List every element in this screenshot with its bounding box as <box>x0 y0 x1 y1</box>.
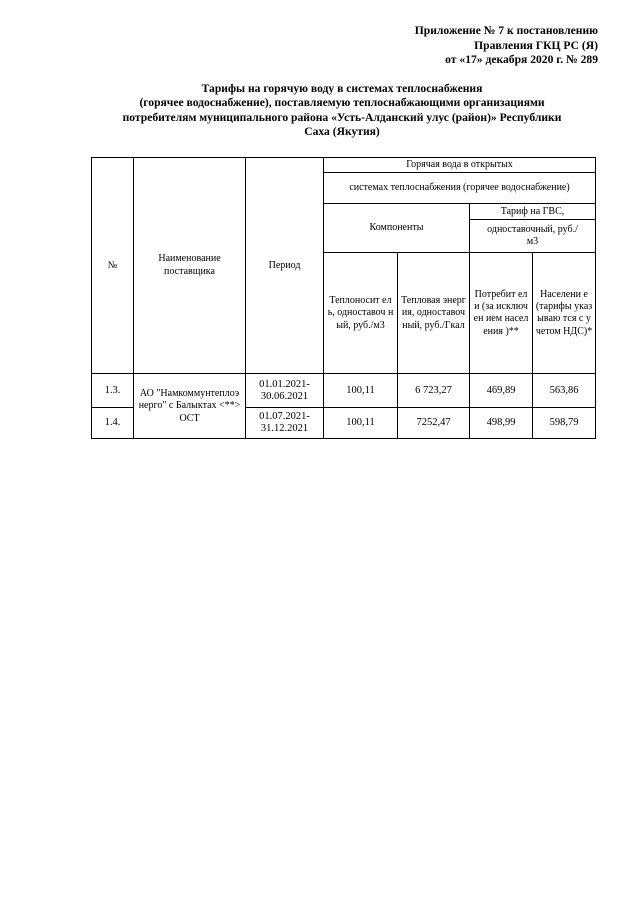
period-end: 31.12.2021 <box>260 423 309 435</box>
row-no: 1.4. <box>92 408 134 439</box>
table-row <box>92 374 596 408</box>
row-population: 563,86 <box>533 374 596 408</box>
period-start: 01.07.2021- <box>259 411 310 422</box>
title-line-3: потребителям муниципального района «Усть-Алданский улус (район)» Республики <box>122 110 562 124</box>
header-period: Период <box>246 158 324 374</box>
header-heat: Тепловая энергия, одноставоч ный, руб./Гкал <box>398 253 470 374</box>
header-coolant: Теплоносит ель, одноставоч ный, руб./м3 <box>324 253 398 374</box>
header-population: Населени е (тарифы указываю тся с учетом НДС)* <box>533 253 596 374</box>
supplier-name: АО "Намкоммунтеплоэ нерго" с Балыктах <**> ОСТ <box>134 374 246 439</box>
header-group-line1: Горячая вода в открытых <box>324 158 596 173</box>
period-start: 01.01.2021- <box>259 378 310 390</box>
header-tariff-title: Тариф на ГВС, <box>470 204 596 220</box>
header-group-line2: системах теплоснабжения (горячее водоснабжение) <box>324 173 596 204</box>
appendix-line-2: Правления ГКЦ РС (Я) <box>474 38 598 52</box>
row-consumers: 498,99 <box>470 408 533 439</box>
header-no: № <box>92 158 134 374</box>
row-heat: 7252,47 <box>398 408 470 439</box>
header-supplier: Наименование поставщика <box>134 158 246 374</box>
appendix-line-3: от «17» декабря 2020 г. № 289 <box>445 53 598 67</box>
appendix-line-1: Приложение № 7 к постановлению <box>414 24 598 37</box>
header-tariff-sub: одноставочный, руб./м3 <box>470 220 596 253</box>
row-heat: 6 723,27 <box>398 374 470 408</box>
period-end: 30.06.2021 <box>260 390 309 402</box>
title-line-2: (горячее водоснабжение), поставляемую теплоснабжающими организациями <box>139 96 545 110</box>
row-population: 598,79 <box>533 408 596 439</box>
row-no: 1.3. <box>92 374 134 408</box>
document-title <box>88 82 596 140</box>
title-line-4: Саха (Якутия) <box>304 125 380 139</box>
row-coolant: 100,11 <box>324 374 398 408</box>
row-coolant: 100,11 <box>324 408 398 439</box>
row-period <box>246 408 324 439</box>
row-period <box>246 374 324 408</box>
appendix-header <box>415 24 598 68</box>
tariff-table <box>91 157 596 439</box>
row-consumers: 469,89 <box>470 374 533 408</box>
title-line-1: Тарифы на горячую воду в системах теплоснабжения <box>201 82 483 95</box>
header-consumers: Потребит ели (за исключен ием населения )** <box>470 253 533 374</box>
header-components: Компоненты <box>324 204 470 253</box>
